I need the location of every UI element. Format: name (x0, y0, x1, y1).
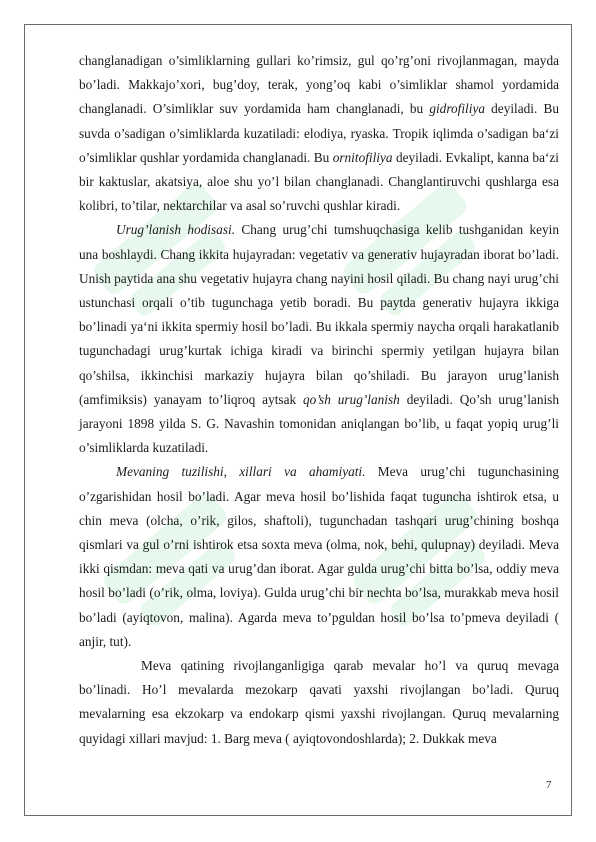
paragraph-fertilization (79, 218, 559, 460)
term-ornithophily: ornitofiliya (332, 149, 393, 165)
text: deyiladi. Bu suvda o’sadigan o’simliklarda kuzatiladi: elodiya, ryaska. Tropik iqlimda o’sadigan ba‘zi o’simliklar qushlar yordamida changlanadi. Bu (79, 101, 559, 165)
paragraph-fruit-structure (79, 460, 559, 654)
text: deyiladi. Evkalipt, kanna ba‘zi bir kaktuslar, akatsiya, aloe shu yo’l bilan changlanadi. Changlantiruvchi qushlarga esa kolibri, to’tilar, nektarchilar va asal so’ruvchi qushlar kiradi. (79, 149, 559, 214)
document-body (79, 49, 559, 751)
text: changlanadigan o’simliklarning gullari ko’rimsiz, gul qo’rg’oni rivojlanmagan, mayda bo’ladi. Makkajo’xori, bug’doy, terak, yong’oq kabi o’simliklar shamol yordamida changlanadi. O’simliklar suv yordamida ham changlanadi, bu (79, 53, 559, 117)
text: Chang urug’chi tumshuqchasiga kelib tushganidan keyin una boshlaydi. Chang ikkita hujayradan: vegetativ va generativ hujayradan iborat bo’ladi. Unish paytida ana shu vegetativ hujayra chang nayini hosil qiladi. Bu chang nayi urug’chi ustunchasi orqali o’tib tugunchaga yetib boradi. Bu paytda generativ hujayra ikkiga bo’linadi ya‘ni ikkita spermiy hosil bo’ladi. Bu ikkala spermiy naycha orqali harakatlanib tugunchadagi urug’kurtak ichiga kiradi va birinchi spermiy yetilgan hujayra bilan qo’shilsa, ikkinchisi markaziy hujayra bilan qo’shiladi. Bu jarayon urug’lanish (amfimiksis) yanayam to’liqroq aytsak (79, 222, 559, 407)
section-heading-fertilization: Urug’lanish hodisasi. (116, 222, 236, 238)
text: Meva urug’chi tugunchasining o’zgarishidan hosil bo’ladi. Agar meva hosil bo’lishida faqat tugunchа ishtirok etsa, u chin meva (olcha, o’rik, gilos, shaftoli), tugunchadan tashqari urug’chining boshqa qismlari va gul o’rni ishtirok etsa soxta meva (olma, nok, behi, qulupnay) deyiladi. Meva ikki qismdan: meva qati va urug’dan iborat. Agar gulda urug’chi bitta bo’lsa, oddiy meva hosil bo’ladi (o’rik, olma, loviya). Gulda urug’chi bir nechta bo’lsa, murakkab meva hosil bo’ladi (ayiqtovon, malina). Agarda meva to’pguldan hosil bo’lsa to’pmeva deyiladi ( anjir, tut). (79, 464, 560, 649)
paragraph-fruit-types: Meva qatining rivojlanganligiga qarab mevalar ho’l va quruq mevaga bo’linadi. Ho’l mevalarda mezokarp qavati yaxshi rivojlangan bo’ladi. Quruq mevalarning esa ekzokarp va endokarp qismi yaxshi rivojlangan. Quruq mevalarning quyidagi xillari mavjud: 1. Barg meva ( ayiqtovondoshlarda); 2. Dukkak meva (79, 658, 559, 746)
term-double-fertilization: qo’sh urug’lanish (303, 391, 400, 407)
text: deyiladi. Qo’sh urug’lanish jarayoni 1898 yilda S. G. Navashin tomonidan aniqlangan bo’lib, u faqat yopiq urug’li o’simliklarda kuzatiladi. (79, 391, 559, 456)
page-number: 7 (546, 779, 552, 791)
paragraph-pollination (79, 49, 559, 218)
term-hydrophily: gidrofiliya (429, 101, 485, 117)
section-heading-fruit: Mevaning tuzilishi, xillari va ahamiyati. (116, 464, 366, 480)
